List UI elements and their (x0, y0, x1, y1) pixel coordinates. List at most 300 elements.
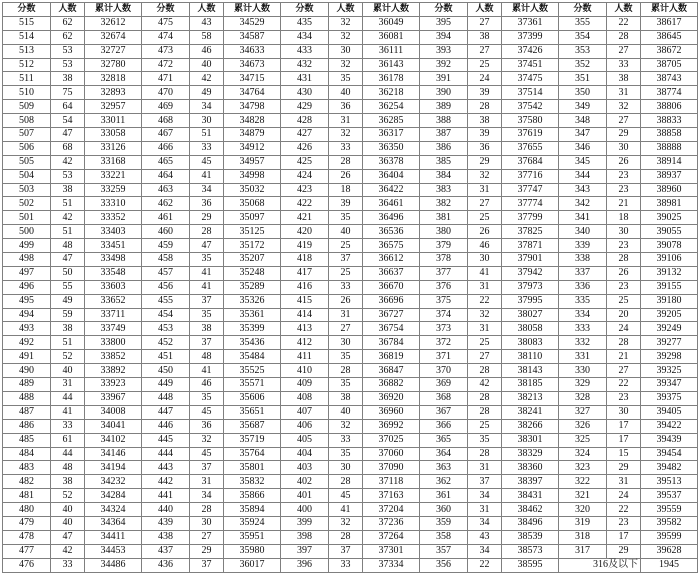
cumulative-cell: 33892 (85, 364, 142, 378)
count-cell: 59 (51, 308, 85, 322)
score-cell: 482 (3, 475, 51, 489)
count-cell: 42 (51, 211, 85, 225)
score-cell: 448 (142, 391, 190, 405)
cumulative-cell: 35172 (224, 239, 281, 253)
score-cell: 383 (420, 183, 468, 197)
count-cell: 28 (468, 364, 502, 378)
cumulative-cell: 33603 (85, 280, 142, 294)
cumulative-cell: 38743 (641, 72, 698, 86)
score-cell: 486 (3, 419, 51, 433)
count-cell: 39 (468, 128, 502, 142)
count-cell: 35 (329, 72, 363, 86)
header-cumulative: 累计人数 (363, 3, 420, 17)
count-cell: 40 (329, 225, 363, 239)
score-cell: 498 (3, 253, 51, 267)
cumulative-cell: 38110 (502, 350, 559, 364)
score-cell: 471 (142, 72, 190, 86)
score-cell: 502 (3, 197, 51, 211)
score-cell: 341 (559, 211, 607, 225)
score-cell: 420 (281, 225, 329, 239)
score-cell: 324 (559, 447, 607, 461)
cumulative-cell: 33011 (85, 114, 142, 128)
count-cell: 29 (190, 211, 224, 225)
score-cell: 436 (142, 558, 190, 572)
count-cell: 33 (329, 141, 363, 155)
cumulative-cell: 37716 (502, 169, 559, 183)
score-cell: 318 (559, 530, 607, 544)
header-score: 分数 (420, 3, 468, 17)
count-cell: 28 (468, 391, 502, 405)
cumulative-cell: 37774 (502, 197, 559, 211)
count-cell: 41 (190, 280, 224, 294)
score-cell: 506 (3, 141, 51, 155)
cumulative-cell: 38705 (641, 58, 698, 72)
score-cell: 501 (3, 211, 51, 225)
score-cell: 503 (3, 183, 51, 197)
cumulative-cell: 38806 (641, 100, 698, 114)
cumulative-cell: 33310 (85, 197, 142, 211)
cumulative-cell: 36111 (363, 44, 420, 58)
cumulative-cell: 34828 (224, 114, 281, 128)
count-cell: 26 (468, 225, 502, 239)
score-cell: 355 (559, 16, 607, 30)
count-cell: 32 (329, 16, 363, 30)
cumulative-cell: 33221 (85, 169, 142, 183)
count-cell: 51 (190, 128, 224, 142)
score-cell: 384 (420, 169, 468, 183)
count-cell: 54 (51, 114, 85, 128)
count-cell: 61 (51, 433, 85, 447)
cumulative-cell: 37236 (363, 516, 420, 530)
count-cell: 53 (51, 44, 85, 58)
count-cell: 31 (468, 503, 502, 517)
cumulative-cell: 36081 (363, 30, 420, 44)
count-cell: 29 (190, 544, 224, 558)
count-cell: 30 (329, 461, 363, 475)
count-cell: 42 (51, 155, 85, 169)
count-cell: 23 (607, 280, 641, 294)
count-cell: 42 (190, 72, 224, 86)
cumulative-cell: 37118 (363, 475, 420, 489)
score-cell: 377 (420, 266, 468, 280)
score-cell: 320 (559, 503, 607, 517)
score-cell: 372 (420, 336, 468, 350)
score-distribution-table (2, 2, 698, 573)
score-cell: 440 (142, 503, 190, 517)
count-cell: 51 (51, 225, 85, 239)
cumulative-cell: 36536 (363, 225, 420, 239)
score-cell: 348 (559, 114, 607, 128)
count-cell: 27 (468, 16, 502, 30)
score-cell: 485 (3, 433, 51, 447)
cumulative-cell: 37619 (502, 128, 559, 142)
cumulative-cell: 34324 (85, 503, 142, 517)
count-cell: 31 (607, 86, 641, 100)
count-cell: 31 (329, 308, 363, 322)
count-cell: 43 (190, 16, 224, 30)
score-cell: 400 (281, 503, 329, 517)
count-cell: 42 (468, 378, 502, 392)
count-cell: 27 (468, 197, 502, 211)
cumulative-cell: 36920 (363, 391, 420, 405)
count-cell: 32 (329, 30, 363, 44)
count-cell: 32 (607, 100, 641, 114)
score-cell: 489 (3, 378, 51, 392)
cumulative-cell: 37580 (502, 114, 559, 128)
count-cell: 21 (607, 197, 641, 211)
count-cell: 35 (190, 391, 224, 405)
cumulative-cell: 36960 (363, 405, 420, 419)
count-cell: 33 (329, 558, 363, 572)
count-cell: 42 (51, 544, 85, 558)
count-cell: 45 (190, 405, 224, 419)
count-cell: 32 (329, 128, 363, 142)
count-cell: 45 (329, 489, 363, 503)
table-row (3, 294, 698, 308)
cumulative-cell: 37204 (363, 503, 420, 517)
score-cell: 497 (3, 266, 51, 280)
cumulative-cell: 36575 (363, 239, 420, 253)
cumulative-cell: 38595 (502, 558, 559, 572)
cumulative-cell: 37901 (502, 253, 559, 267)
score-cell: 333 (559, 322, 607, 336)
cumulative-cell: 32612 (85, 16, 142, 30)
cumulative-cell: 39439 (641, 433, 698, 447)
cumulative-cell: 34798 (224, 100, 281, 114)
score-cell: 496 (3, 280, 51, 294)
cumulative-cell: 32674 (85, 30, 142, 44)
score-cell: 381 (420, 211, 468, 225)
score-cell: 427 (281, 128, 329, 142)
score-cell: 357 (420, 544, 468, 558)
count-cell: 48 (51, 239, 85, 253)
cumulative-cell: 35719 (224, 433, 281, 447)
cumulative-cell: 36422 (363, 183, 420, 197)
score-cell: 352 (559, 58, 607, 72)
cumulative-cell: 39205 (641, 308, 698, 322)
score-cell: 458 (142, 253, 190, 267)
score-cell: 342 (559, 197, 607, 211)
table-row (3, 516, 698, 530)
score-cell: 361 (420, 489, 468, 503)
cumulative-cell: 32957 (85, 100, 142, 114)
cumulative-cell: 38960 (641, 183, 698, 197)
count-cell: 22 (468, 294, 502, 308)
count-cell: 25 (468, 419, 502, 433)
cumulative-cell: 38617 (641, 16, 698, 30)
cumulative-cell: 37399 (502, 30, 559, 44)
cumulative-cell: 39025 (641, 211, 698, 225)
score-cell: 356 (420, 558, 468, 572)
count-cell: 33 (51, 558, 85, 572)
score-cell: 354 (559, 30, 607, 44)
cumulative-cell: 37301 (363, 544, 420, 558)
score-cell: 472 (142, 58, 190, 72)
count-cell: 41 (190, 169, 224, 183)
cumulative-cell: 37871 (502, 239, 559, 253)
cumulative-cell: 39599 (641, 530, 698, 544)
cumulative-cell: 34633 (224, 44, 281, 58)
count-cell: 52 (51, 489, 85, 503)
cumulative-cell: 38833 (641, 114, 698, 128)
count-cell: 34 (190, 183, 224, 197)
score-cell: 346 (559, 141, 607, 155)
cumulative-cell: 37655 (502, 141, 559, 155)
cumulative-cell: 35289 (224, 280, 281, 294)
count-cell: 36 (468, 141, 502, 155)
score-cell: 409 (281, 378, 329, 392)
cumulative-cell: 39559 (641, 503, 698, 517)
count-cell: 25 (468, 58, 502, 72)
header-count: 人数 (51, 3, 85, 17)
count-cell: 47 (51, 253, 85, 267)
count-cell: 22 (607, 378, 641, 392)
cumulative-cell: 35764 (224, 447, 281, 461)
table-row (3, 100, 698, 114)
score-cell: 491 (3, 350, 51, 364)
cumulative-cell: 35525 (224, 364, 281, 378)
score-cell: 379 (420, 239, 468, 253)
cumulative-cell: 33967 (85, 391, 142, 405)
score-cell: 369 (420, 378, 468, 392)
count-cell: 43 (468, 530, 502, 544)
cumulative-cell: 39405 (641, 405, 698, 419)
count-cell: 29 (607, 128, 641, 142)
count-cell: 22 (607, 503, 641, 517)
cumulative-cell: 37995 (502, 294, 559, 308)
score-cell: 375 (420, 294, 468, 308)
cumulative-cell: 34879 (224, 128, 281, 142)
score-cell: 446 (142, 419, 190, 433)
cumulative-cell: 34146 (85, 447, 142, 461)
count-cell: 38 (607, 72, 641, 86)
table-row (3, 364, 698, 378)
count-cell: 33 (51, 419, 85, 433)
score-cell: 353 (559, 44, 607, 58)
cumulative-cell: 34486 (85, 558, 142, 572)
count-cell: 46 (468, 239, 502, 253)
count-cell: 32 (190, 433, 224, 447)
table-row (3, 16, 698, 30)
cumulative-cell: 34102 (85, 433, 142, 447)
count-cell: 68 (51, 141, 85, 155)
count-cell: 40 (51, 503, 85, 517)
table-row (3, 253, 698, 267)
score-cell: 322 (559, 475, 607, 489)
score-cell: 430 (281, 86, 329, 100)
cumulative-cell: 34529 (224, 16, 281, 30)
count-cell: 44 (51, 447, 85, 461)
count-cell: 48 (51, 461, 85, 475)
score-cell: 382 (420, 197, 468, 211)
score-cell: 345 (559, 155, 607, 169)
count-cell: 32 (329, 516, 363, 530)
score-cell: 511 (3, 72, 51, 86)
score-cell: 340 (559, 225, 607, 239)
cumulative-cell: 35361 (224, 308, 281, 322)
score-cell: 447 (142, 405, 190, 419)
count-cell: 35 (329, 211, 363, 225)
cumulative-cell: 36218 (363, 86, 420, 100)
count-cell: 35 (190, 253, 224, 267)
score-cell: 343 (559, 183, 607, 197)
score-cell: 499 (3, 239, 51, 253)
score-cell: 366 (420, 419, 468, 433)
cumulative-cell: 36317 (363, 128, 420, 142)
score-cell: 404 (281, 447, 329, 461)
cumulative-cell: 34041 (85, 419, 142, 433)
cumulative-cell: 36670 (363, 280, 420, 294)
cumulative-cell: 38496 (502, 516, 559, 530)
score-cell: 453 (142, 322, 190, 336)
cumulative-cell: 35951 (224, 530, 281, 544)
score-cell: 478 (3, 530, 51, 544)
score-cell: 416 (281, 280, 329, 294)
count-cell: 28 (190, 225, 224, 239)
count-cell: 28 (607, 30, 641, 44)
score-cell: 444 (142, 447, 190, 461)
cumulative-cell: 39537 (641, 489, 698, 503)
count-cell: 28 (329, 475, 363, 489)
cumulative-cell: 35097 (224, 211, 281, 225)
count-cell: 41 (329, 503, 363, 517)
score-cell: 428 (281, 114, 329, 128)
count-cell: 37 (468, 475, 502, 489)
score-cell: 339 (559, 239, 607, 253)
cumulative-cell: 37090 (363, 461, 420, 475)
count-cell: 25 (607, 294, 641, 308)
count-cell: 35 (329, 350, 363, 364)
score-cell: 405 (281, 433, 329, 447)
score-cell: 504 (3, 169, 51, 183)
score-cell: 358 (420, 530, 468, 544)
cumulative-cell: 39325 (641, 364, 698, 378)
cumulative-cell: 34957 (224, 155, 281, 169)
score-cell: 349 (559, 100, 607, 114)
table-row (3, 558, 698, 572)
score-cell: 362 (420, 475, 468, 489)
count-cell: 37 (329, 253, 363, 267)
score-cell: 418 (281, 253, 329, 267)
score-cell: 466 (142, 141, 190, 155)
score-cell: 435 (281, 16, 329, 30)
count-cell: 38 (51, 475, 85, 489)
score-cell: 317 (559, 544, 607, 558)
count-cell: 30 (190, 516, 224, 530)
count-cell: 35 (329, 378, 363, 392)
score-cell: 465 (142, 155, 190, 169)
score-cell: 460 (142, 225, 190, 239)
score-cell: 474 (142, 30, 190, 44)
cumulative-cell: 36404 (363, 169, 420, 183)
table-row (3, 280, 698, 294)
count-cell: 46 (190, 44, 224, 58)
count-cell: 36 (190, 197, 224, 211)
cumulative-cell: 38266 (502, 419, 559, 433)
cumulative-cell: 37025 (363, 433, 420, 447)
score-cell: 351 (559, 72, 607, 86)
score-cell: 505 (3, 155, 51, 169)
count-cell: 40 (329, 405, 363, 419)
cumulative-cell: 33749 (85, 322, 142, 336)
cumulative-cell: 35866 (224, 489, 281, 503)
count-cell: 39 (468, 86, 502, 100)
score-cell: 363 (420, 461, 468, 475)
cumulative-cell: 36882 (363, 378, 420, 392)
count-cell: 75 (51, 86, 85, 100)
score-cell: 467 (142, 128, 190, 142)
score-cell: 391 (420, 72, 468, 86)
count-cell: 25 (468, 211, 502, 225)
score-cell: 484 (3, 447, 51, 461)
cumulative-cell: 36612 (363, 253, 420, 267)
score-cell: 439 (142, 516, 190, 530)
cumulative-cell: 37942 (502, 266, 559, 280)
score-cell: 335 (559, 294, 607, 308)
cumulative-cell: 36847 (363, 364, 420, 378)
count-cell: 40 (190, 58, 224, 72)
header-score: 分数 (3, 3, 51, 17)
cumulative-cell: 37426 (502, 44, 559, 58)
table-row (3, 225, 698, 239)
score-cell: 514 (3, 30, 51, 44)
header-count: 人数 (190, 3, 224, 17)
table-row (3, 58, 698, 72)
score-cell: 403 (281, 461, 329, 475)
cumulative-cell: 35980 (224, 544, 281, 558)
count-cell: 31 (190, 475, 224, 489)
count-cell: 51 (51, 336, 85, 350)
count-cell: 28 (329, 364, 363, 378)
count-cell: 17 (607, 530, 641, 544)
score-cell: 419 (281, 239, 329, 253)
count-cell: 36 (190, 419, 224, 433)
score-cell: 373 (420, 322, 468, 336)
cumulative-cell: 36784 (363, 336, 420, 350)
score-cell: 411 (281, 350, 329, 364)
cumulative-cell: 36143 (363, 58, 420, 72)
cumulative-cell: 39277 (641, 336, 698, 350)
cumulative-cell: 39628 (641, 544, 698, 558)
score-distribution-sheet (2, 2, 698, 571)
score-cell: 408 (281, 391, 329, 405)
count-cell: 22 (607, 16, 641, 30)
score-cell: 374 (420, 308, 468, 322)
score-cell: 464 (142, 169, 190, 183)
cumulative-cell: 38143 (502, 364, 559, 378)
cumulative-cell: 36727 (363, 308, 420, 322)
count-cell: 51 (51, 197, 85, 211)
count-cell: 30 (329, 336, 363, 350)
cumulative-cell: 34673 (224, 58, 281, 72)
table-row (3, 433, 698, 447)
score-cell: 410 (281, 364, 329, 378)
cumulative-cell: 34912 (224, 141, 281, 155)
score-cell: 513 (3, 44, 51, 58)
score-cell: 326 (559, 419, 607, 433)
score-cell: 347 (559, 128, 607, 142)
count-cell: 34 (468, 544, 502, 558)
cumulative-cell: 35484 (224, 350, 281, 364)
count-cell: 25 (329, 239, 363, 253)
cumulative-cell: 38645 (641, 30, 698, 44)
count-cell: 53 (51, 169, 85, 183)
cumulative-cell: 39347 (641, 378, 698, 392)
score-cell: 323 (559, 461, 607, 475)
cumulative-cell: 35832 (224, 475, 281, 489)
count-cell: 15 (607, 447, 641, 461)
cumulative-cell: 37361 (502, 16, 559, 30)
